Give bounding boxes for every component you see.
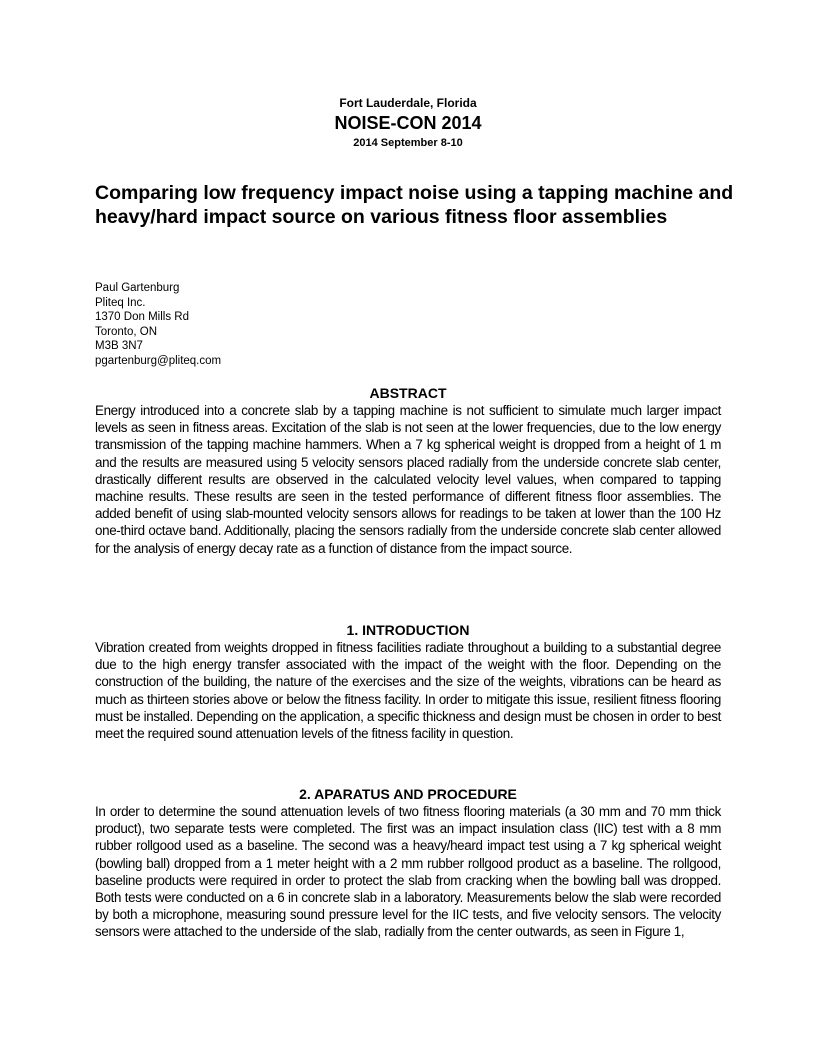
abstract-text: Energy introduced into a concrete slab by a tapping machine is not sufficient to simulate much larger impact levels as seen in fitness areas. Excitation of the slab is not seen at the lower frequencies, due to the low energy transmission of the tapping machine hammers. When a 7 kg spherical weight is dropped from a height of 1 m and the results are measured using 5 velocity sensors placed radially from the underside concrete slab center, drastically different results are observed in the calculated velocity level values, when compared to tapping machine results. These results are seen in the tested performance of different fitness floor assemblies. The added benefit of using slab-mounted velocity sensors allows for readings to be taken at lower than the 100 Hz one-third octave band. Additionally, placing the sensors radially from the underside concrete slab center allowed for the analysis of energy decay rate as a function of distance from the impact source. (95, 403, 721, 556)
author-affiliation: Pliteq Inc. (95, 296, 146, 309)
author-name: Paul Gartenburg (95, 282, 180, 294)
apparatus-heading: 2. APARATUS AND PROCEDURE (299, 786, 517, 802)
abstract-heading: ABSTRACT (369, 385, 447, 401)
author-address-street: 1370 Don Mills Rd (95, 311, 189, 324)
apparatus-text: In order to determine the sound attenuation levels of two fitness flooring materials (a 30 mm and 70 mm thick product), two separate tests were completed. The first was an impact insulation class (IIC) test with a 8 mm rubber rollgood used as a baseline. The second was a heavy/heard impact test using a 7 kg spherical weight (bowling ball) dropped from a 1 meter height with a 2 mm rubber rollgood product as a baseline. The rollgood, baseline products were required in order to protect the slab from cracking when the bowling ball was dropped. Both tests were conducted on a 6 in concrete slab in a laboratory. Measurements below the slab were recorded by both a microphone, measuring sound pressure level for the IIC tests, and five velocity sensors. The velocity sensors were attached to the underside of the slab, radially from the center outwards, as seen in Figure 1, (95, 804, 721, 940)
paper-title: Comparing low frequency impact noise using a tapping machine and heavy/hard impact source on various fitness floor assemblies (95, 182, 734, 228)
introduction-text: Vibration created from weights dropped in fitness facilities radiate throughout a building to a substantial degree due to the high energy transfer associated with the impact of the weight with the floor. Depending on the construction of the building, the nature of the exercises and the size of the weights, vibrations can be heard as much as thirteen stories above or below the fitness facility. In order to mitigate this issue, resilient fitness flooring must be installed. Depending on the application, a specific thickness and design must be chosen in order to best meet the required sound attenuation levels of the fitness facility in question. (95, 640, 721, 742)
conference-location: Fort Lauderdale, Florida (339, 96, 477, 110)
author-block (95, 281, 221, 369)
conference-name: NOISE-CON 2014 (334, 113, 482, 133)
author-email: pgartenburg@pliteq.com (95, 354, 222, 367)
author-postal-code: M3B 3N7 (95, 340, 143, 353)
conference-date: 2014 September 8-10 (353, 137, 463, 149)
introduction-heading: 1. INTRODUCTION (346, 622, 470, 638)
author-address-city: Toronto, ON (95, 325, 157, 338)
